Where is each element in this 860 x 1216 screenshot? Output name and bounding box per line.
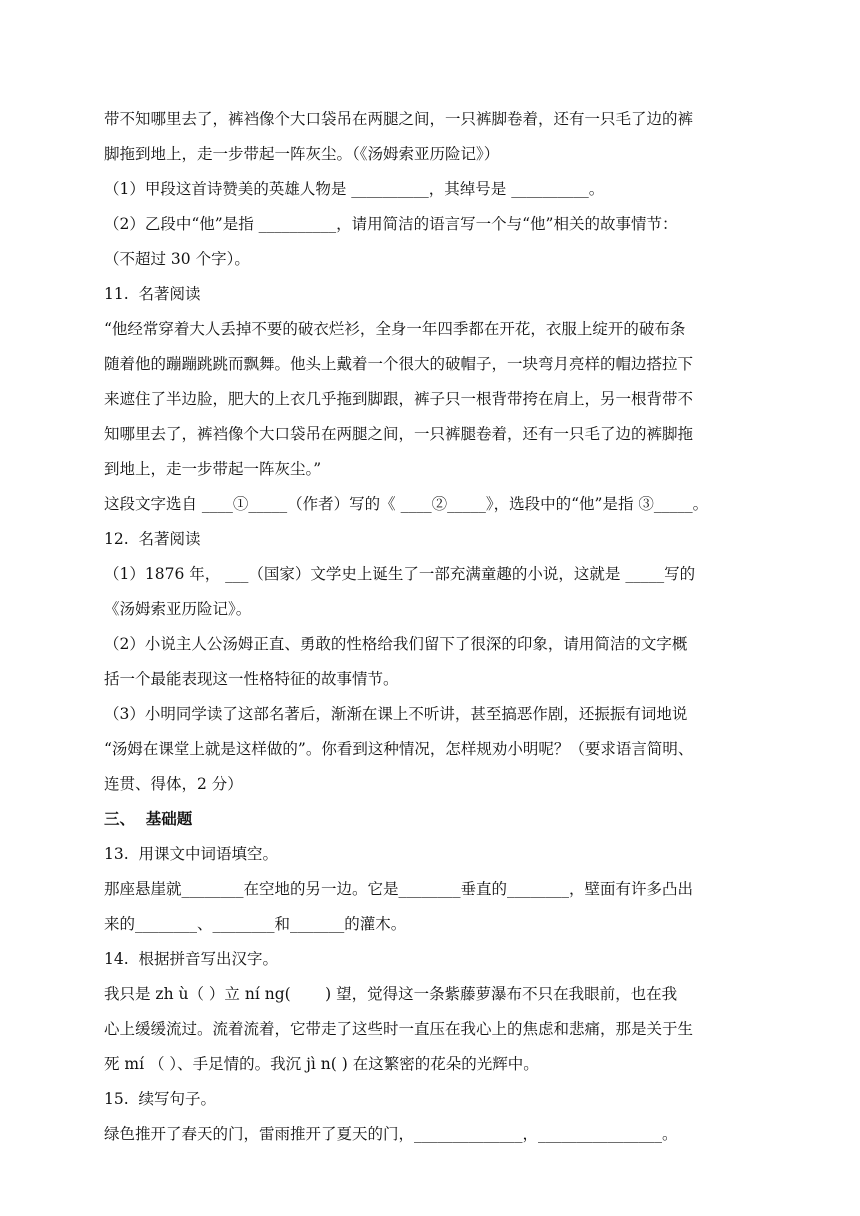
question-12-part-3: （3）小明同学读了这部名著后，渐渐在课上不听讲，甚至搞恶作剧，还振振有词地说 — [104, 705, 688, 723]
quote-line: 随着他的蹦蹦跳跳而飘舞。他头上戴着一个很大的破帽子，一块弯月亮样的帽边搭拉下 — [104, 355, 694, 373]
text-line: 带不知哪里去了，裤裆像个大口袋吊在两腿之间，一只裤脚卷着，还有一只毛了边的裤 — [104, 110, 694, 128]
quote-line: 知哪里去了，裤裆像个大口袋吊在两腿之间，一只裤腿卷着，还有一只毛了边的裤脚拖 — [104, 425, 694, 443]
question-10-part-1: （1）甲段这首诗赞美的英雄人物是 __________，其绰号是 __________。 — [104, 180, 605, 198]
question-12-part-2: （2）小说主人公汤姆正直、勇敢的性格给我们留下了很深的印象，请用简洁的文字概 — [104, 635, 688, 653]
question-12-title: 12. 名著阅读 — [104, 530, 201, 548]
text-line: 括一个最能表现这一性格特征的故事情节。 — [104, 670, 399, 688]
document-page — [104, 105, 760, 1155]
text-line: 死 mí （ ）、手足情的。我沉 jì n( ) 在这繁密的花朵的光辉中。 — [104, 1055, 539, 1073]
text-line: 心上缓缓流过。流着流着，它带走了这些时一直压在我心上的焦虑和悲痛，那是关于生 — [104, 1020, 694, 1038]
quote-line: 来遮住了半边脸，肥大的上衣几乎拖到脚跟，裤子只一根背带挎在肩上，另一根背带不 — [104, 390, 694, 408]
text-line: 《汤姆索亚历险记》。 — [104, 600, 252, 618]
text-line: 来的________、________和_______的灌木。 — [104, 915, 407, 933]
question-11-prompt: 这段文字选自 ____①_____（作者）写的《 ____②_____》，选段中的“他”是指 ③_____。 — [104, 495, 709, 513]
question-12-part-1: （1）1876 年， ___（国家）文学史上诞生了一部充满童趣的小说，这就是 _____写的 — [104, 565, 696, 583]
question-13-title: 13. 用课文中词语填空。 — [104, 845, 279, 863]
quote-line: “他经常穿着大人丢掉不要的破衣烂衫，全身一年四季都在开花，衣服上绽开的破布条 — [104, 320, 686, 338]
quote-line: 到地上，走一步带起一阵灰尘。” — [104, 460, 322, 478]
text-line: 脚拖到地上，走一步带起一阵灰尘。（《汤姆索亚历险记》） — [104, 145, 500, 163]
question-13-body: 那座悬崖就________在空地的另一边。它是________垂直的________，壁面有许多凸出 — [104, 880, 694, 898]
text-line: “汤姆在课堂上就是这样做的”。你看到这种情况，怎样规劝小明呢？（要求语言简明、 — [104, 740, 694, 758]
section-heading: 三、 基础题 — [104, 809, 193, 828]
question-10-part-2: （2）乙段中“他”是指 __________，请用简洁的语言写一个与“他”相关的故事情节： — [104, 215, 678, 233]
question-14-body: 我只是 zh ù（ ）立 ní ng( ) 望，觉得这一条紫藤萝瀑布不只在我眼前，也在我 — [104, 985, 678, 1003]
text-line: （不超过 30 个字）。 — [104, 250, 250, 268]
question-15-title: 15. 续写句子。 — [104, 1090, 217, 1108]
question-14-title: 14. 根据拼音写出汉字。 — [104, 950, 279, 968]
question-11-title: 11. 名著阅读 — [104, 285, 201, 303]
text-line: 连贯、得体，2 分） — [104, 775, 243, 793]
question-15-body: 绿色推开了春天的门，雷雨推开了夏天的门，______________，________________。 — [104, 1125, 678, 1143]
